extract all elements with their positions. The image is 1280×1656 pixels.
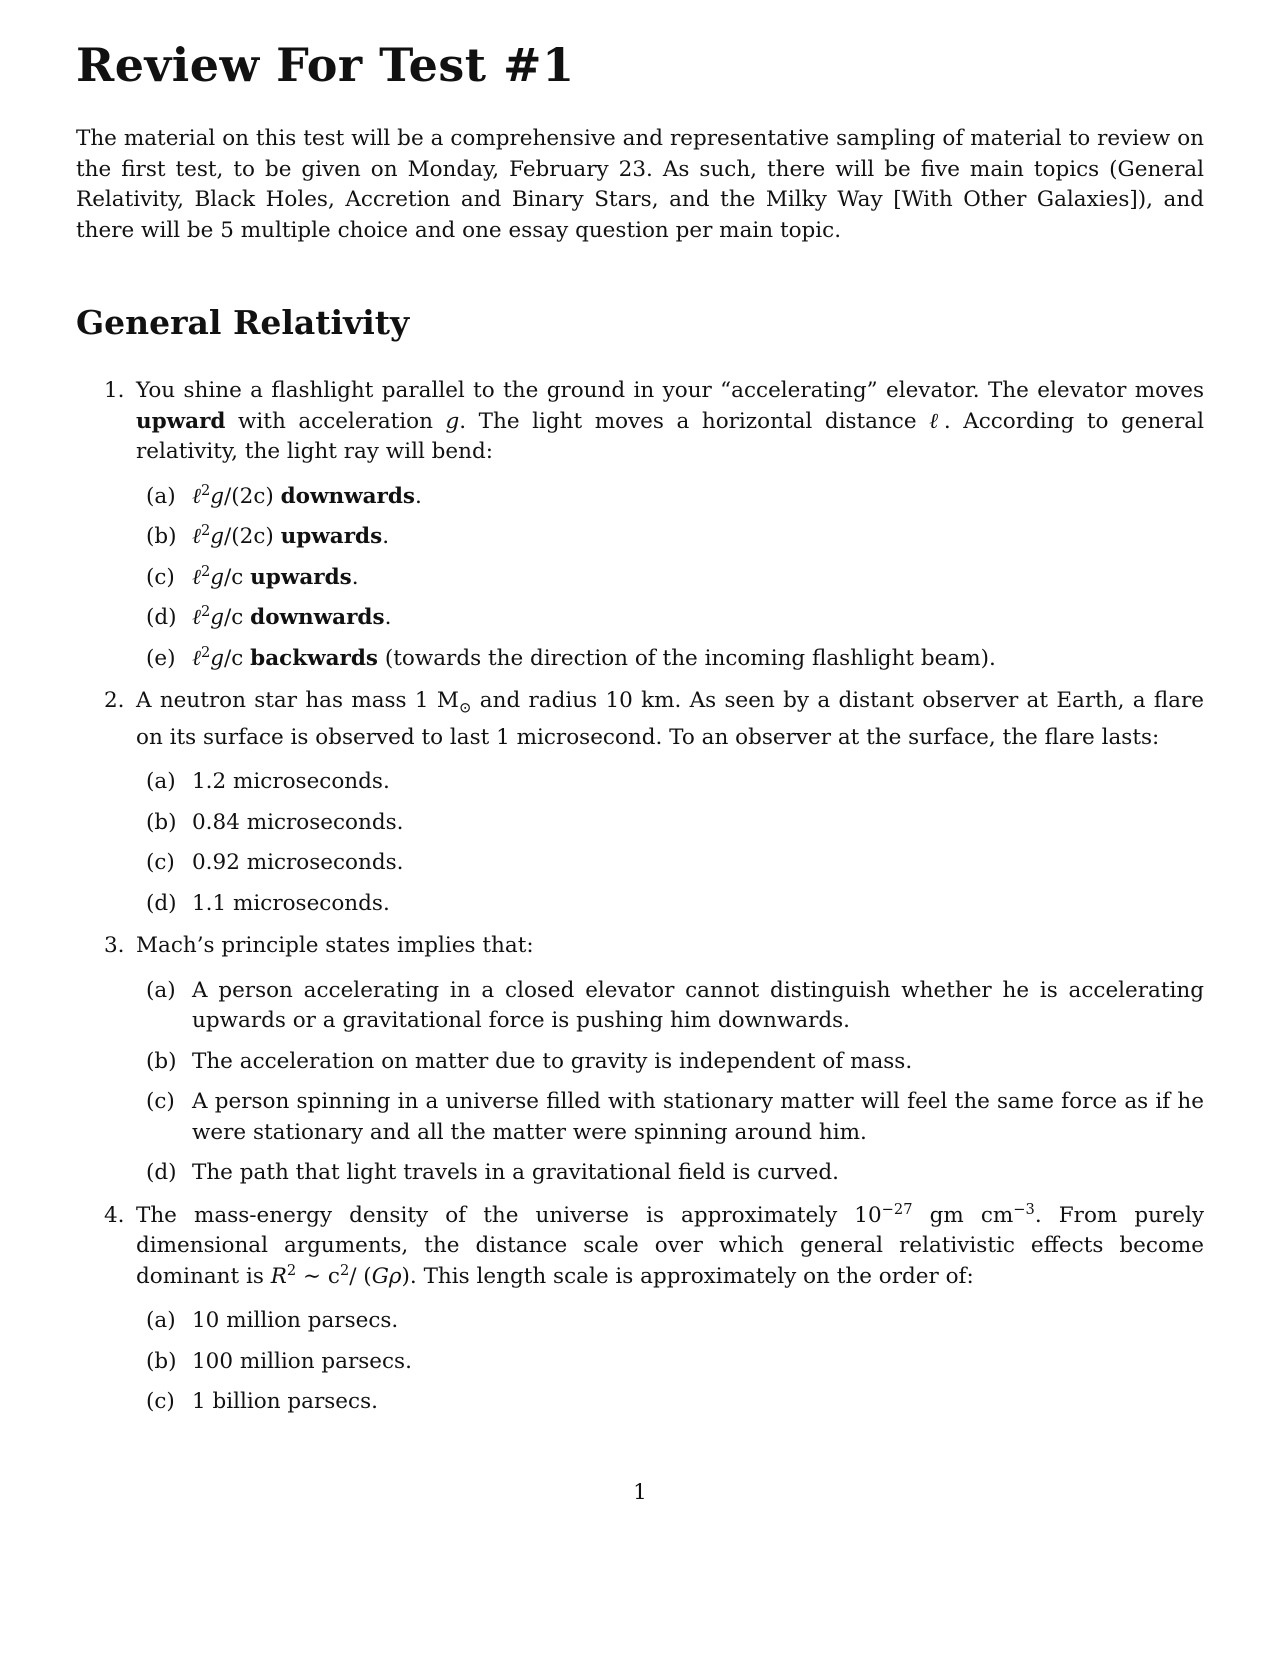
option-4c: (c) 1 billion parsecs. — [146, 1389, 378, 1415]
option-1b: (b) ℓ$^2$g/(2c) upwards. — [146, 521, 390, 549]
question-number: 4. — [104, 1202, 125, 1228]
option-4b: (b) 100 million parsecs. — [146, 1348, 412, 1374]
option-2a: (a) 1.2 microseconds. — [146, 769, 390, 795]
option-2d: (d) 1.1 microseconds. — [146, 890, 390, 916]
page-number: 1 — [633, 1480, 647, 1505]
option-4a: (a) 10 million parsecs. — [146, 1308, 399, 1334]
option-3a: (a) A person accelerating in a closed elevator cannot distinguish whether he is accelerating upwards or a gravitational force is pushing him downwards. — [146, 977, 1204, 1034]
option-1e: (e) ℓ$^2$g/c backwards (towards the direction of the incoming flashlight beam). — [146, 643, 996, 671]
option-list — [136, 482, 1204, 675]
question-4 — [76, 1201, 1204, 1418]
question-1 — [76, 376, 1204, 674]
option-1c: (c) ℓ$^2$g/c upwards. — [146, 562, 359, 590]
option-3b: (b) The acceleration on matter due to gravity is independent of mass. — [146, 1048, 913, 1074]
intro-paragraph: The material on this test will be a comprehensive and representative sampling of material to review on the first test, to be given on Monday, February 23. As such, there will be five main topics (General Relativity, Black Holes, Accretion and Binary Stars, and the Milky Way [With Other Galaxies]), and there will be 5 multiple choice and one essay question per main topic. — [76, 126, 1204, 243]
option-1a: (a) ℓ$^2$g/(2c) downwards. — [146, 481, 422, 509]
section-title: General Relativity — [76, 303, 410, 342]
question-list — [76, 376, 1204, 1430]
question-text: The mass-energy density of the universe is approximately $10^{-27}$ gm $cm^{-3}$. From purely dimensional arguments, the distance scale over which general relativistic effects become dominant is $R^2$ ∼ $c^2/$ (Gρ). This length scale is approximately on the order of: — [136, 1200, 1204, 1289]
question-text: A neutron star has mass 1 $M_⊙$ and radius 10 km. As seen by a distant observer at Earth, a flare on its surface is observed to last 1 microsecond. To an observer at the surface, the flare lasts: — [136, 688, 1205, 750]
option-list — [136, 1306, 1204, 1418]
question-3 — [76, 931, 1204, 1189]
option-2b: (b) 0.84 microseconds. — [146, 809, 404, 835]
option-3c: (c) A person spinning in a universe filled with stationary matter will feel the same force as if he were stationary and all the matter were spinning around him. — [146, 1089, 1204, 1145]
option-list — [136, 767, 1204, 919]
question-text: Mach’s principle states implies that: — [136, 933, 534, 959]
question-number: 2. — [104, 688, 125, 713]
option-2c: (c) 0.92 microseconds. — [146, 850, 404, 876]
question-number: 1. — [104, 378, 125, 403]
document-title: Review For Test #1 — [76, 38, 575, 92]
question-2 — [76, 686, 1204, 919]
option-1d: (d) ℓ$^2$g/c downwards. — [146, 602, 392, 630]
question-text: You shine a flashlight parallel to the ground in your “accelerating” elevator. The elevator moves upward with acceleration g. The light moves a horizontal distance ℓ. According to general relativity, the light ray will bend: — [136, 378, 1205, 464]
option-3d: (d) The path that light travels in a gravitational field is curved. — [146, 1160, 839, 1186]
question-number: 3. — [104, 933, 125, 959]
option-list — [136, 976, 1204, 1189]
